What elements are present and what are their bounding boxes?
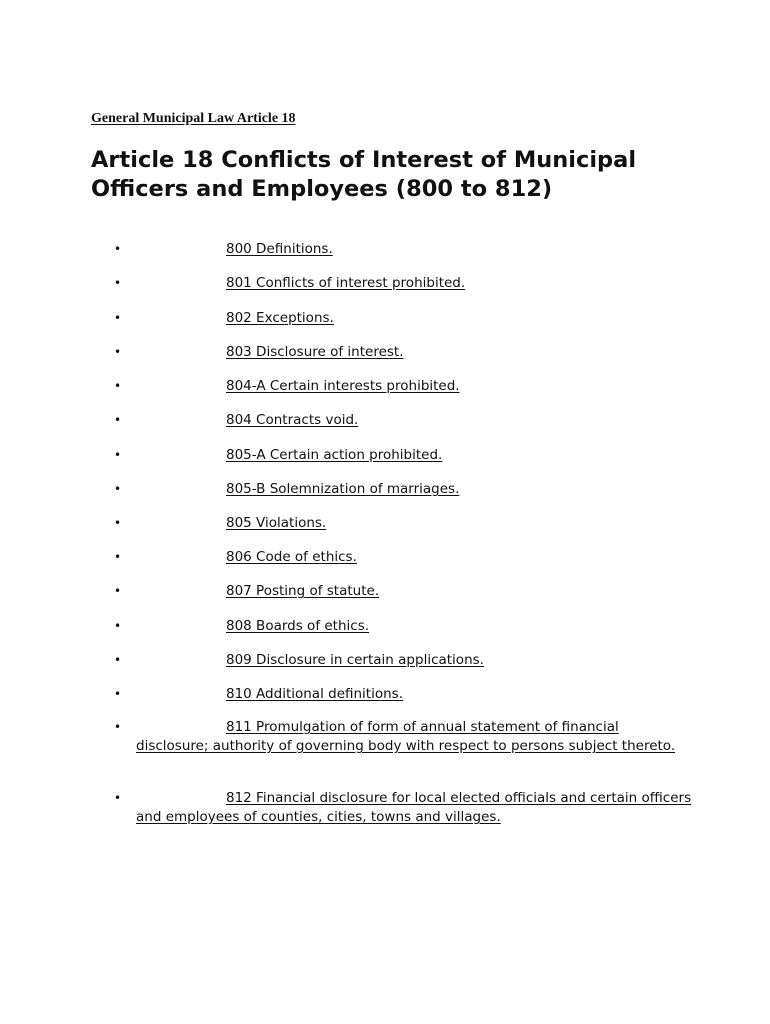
- bullet-icon: •: [114, 791, 122, 805]
- list-item: [114, 789, 694, 827]
- list-item: [114, 446, 694, 465]
- section-link[interactable]: 803 Disclosure of interest.: [226, 344, 404, 360]
- list-item: [114, 651, 694, 670]
- bullet-icon: •: [114, 242, 122, 256]
- section-link[interactable]: 802 Exceptions.: [226, 310, 334, 326]
- section-link[interactable]: 812 Financial disclosure for local elected officials and certain officers and employees of counties, cities, towns and villages.: [136, 790, 692, 825]
- list-item: [114, 514, 694, 533]
- bullet-icon: •: [114, 345, 122, 359]
- section-link[interactable]: 809 Disclosure in certain applications.: [226, 652, 484, 668]
- section-link[interactable]: 801 Conflicts of interest prohibited.: [226, 275, 466, 291]
- section-link[interactable]: 805-A Certain action prohibited.: [226, 447, 443, 463]
- list-item: [114, 240, 694, 259]
- bullet-icon: •: [114, 584, 122, 598]
- list-item: [114, 377, 694, 396]
- list-item: [114, 718, 694, 756]
- bullet-icon: •: [114, 653, 122, 667]
- section-link[interactable]: 800 Definitions.: [226, 241, 333, 257]
- page-title: Article 18 Conflicts of Interest of Municipal Officers and Employees (800 to 812): [91, 147, 637, 202]
- bullet-icon: •: [114, 687, 122, 701]
- bullet-icon: •: [114, 276, 122, 290]
- list-item: [114, 582, 694, 601]
- list-item: [114, 411, 694, 430]
- section-link[interactable]: 810 Additional definitions.: [226, 686, 403, 702]
- section-link[interactable]: 804-A Certain interests prohibited.: [226, 378, 460, 394]
- list-item: [114, 343, 694, 362]
- list-item: [114, 480, 694, 499]
- list-item: [114, 548, 694, 567]
- list-item: [114, 309, 694, 328]
- general-municipal-law-link[interactable]: General Municipal Law Article 18: [91, 111, 296, 126]
- section-link[interactable]: 804 Contracts void.: [226, 412, 359, 428]
- list-item: [114, 617, 694, 636]
- list-item: [114, 685, 694, 704]
- bullet-icon: •: [114, 311, 122, 325]
- section-link[interactable]: 805-B Solemnization of marriages.: [226, 481, 460, 497]
- bullet-icon: •: [114, 379, 122, 393]
- bullet-icon: •: [114, 413, 122, 427]
- list-item: [114, 274, 694, 293]
- section-link[interactable]: 807 Posting of statute.: [226, 583, 380, 599]
- bullet-icon: •: [114, 550, 122, 564]
- section-link[interactable]: 808 Boards of ethics.: [226, 618, 370, 634]
- section-link[interactable]: 805 Violations.: [226, 515, 327, 531]
- bullet-icon: •: [114, 448, 122, 462]
- section-link[interactable]: 811 Promulgation of form of annual statement of financial disclosure; authority of governing body with respect to persons subject thereto.: [136, 719, 676, 754]
- bullet-icon: •: [114, 720, 122, 734]
- section-link[interactable]: 806 Code of ethics.: [226, 549, 357, 565]
- bullet-icon: •: [114, 482, 122, 496]
- bullet-icon: •: [114, 516, 122, 530]
- bullet-icon: •: [114, 619, 122, 633]
